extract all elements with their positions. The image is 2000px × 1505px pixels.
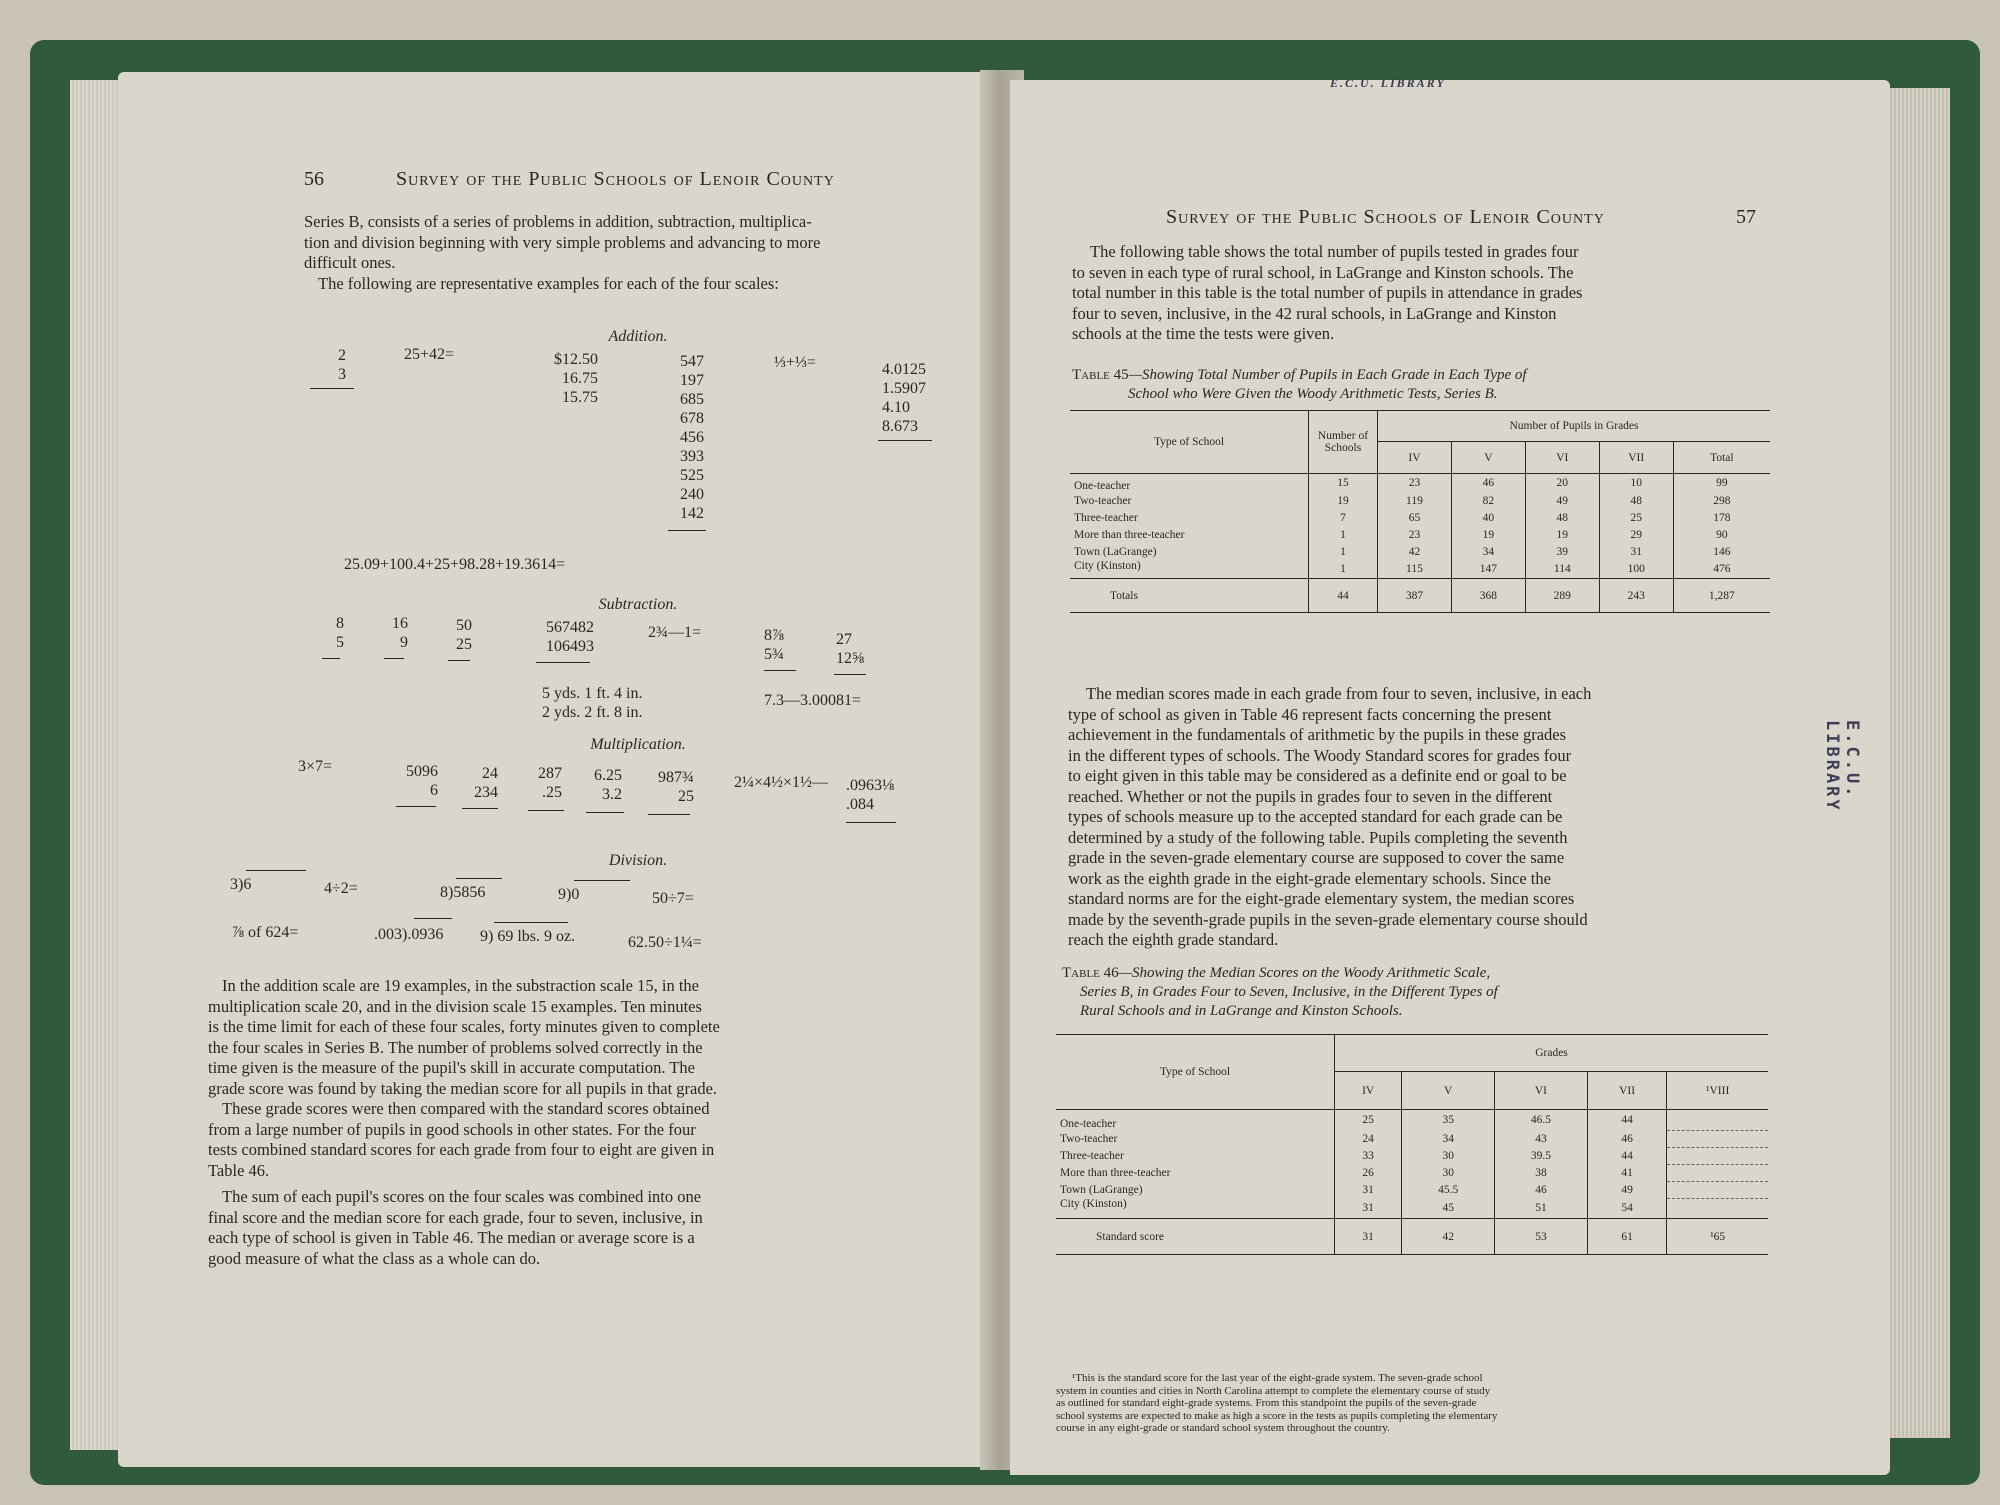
table-row — [1056, 1181, 1768, 1198]
number: 3 — [338, 366, 346, 383]
cell: 39 — [1525, 543, 1599, 560]
grade-header: IV — [1335, 1072, 1402, 1110]
totals-row — [1070, 579, 1770, 613]
sub-problem-1 — [322, 614, 344, 652]
table-45-caption — [1072, 366, 1768, 404]
number: 4.10 — [882, 399, 910, 416]
sub-problem-9: 7.3—3.00081= — [764, 692, 862, 709]
caption-text: School who Were Given the Woody Arithmetic Tests, Series B. — [1128, 386, 1498, 402]
text-line: schools at the time the tests were given. — [1072, 324, 1335, 343]
multiplication-title: Multiplication. — [590, 736, 686, 753]
cell: 48 — [1599, 492, 1673, 509]
grade-header: VII — [1599, 442, 1673, 474]
cell: 298 — [1713, 494, 1731, 507]
mul-problem-7: 2¼×4½×1½— — [734, 774, 829, 791]
text-line: The sum of each pupil's scores on the four scales was combined into one — [222, 1187, 702, 1206]
text-line: determined by a study of the following table. Pupils completing the seventh — [1068, 827, 1568, 847]
table-46 — [1056, 1034, 1768, 1255]
mul-problem-1: 3×7= — [298, 758, 333, 775]
number: 240 — [680, 486, 704, 503]
cell: 42 — [1402, 1219, 1495, 1255]
cell: 7 — [1309, 509, 1378, 526]
grade-header: Total — [1673, 442, 1770, 474]
number: 50 — [456, 617, 472, 634]
table-row — [1070, 492, 1770, 509]
cell: 114 — [1525, 560, 1599, 579]
text-line: final score and the median score for each grade, four to seven, inclusive, in — [208, 1207, 703, 1227]
number: 16.75 — [562, 370, 598, 387]
number: .084 — [846, 796, 874, 813]
cell: 82 — [1451, 492, 1525, 509]
text-line: course in any eight-grade or standard school system throughout the country. — [1056, 1422, 1390, 1434]
table-label: Table 45 — [1072, 367, 1129, 383]
number: 5 — [336, 634, 344, 651]
mul-problem-3 — [466, 764, 498, 802]
number: 2 — [338, 347, 346, 364]
cell: 49 — [1525, 492, 1599, 509]
add-problem-3 — [538, 350, 598, 407]
cell — [1667, 1164, 1768, 1181]
mul-problem-6 — [648, 768, 694, 806]
text-line: The median scores made in each grade from four to seven, inclusive, in each — [1086, 684, 1592, 703]
cell: 45.5 — [1402, 1181, 1495, 1198]
cell: 19 — [1525, 526, 1599, 543]
text: 2 yds. 2 ft. 8 in. — [542, 704, 643, 721]
text-line: tion and division beginning with very simple problems and advancing to more — [304, 232, 821, 252]
cell: 34 — [1451, 543, 1525, 560]
row-label: Totals — [1070, 579, 1309, 613]
page-edges-right — [1880, 88, 1950, 1438]
table-label: Table 46 — [1062, 965, 1119, 981]
text-line: work as the eighth grade in the eight-grade elementary schools. Since the — [1068, 868, 1551, 888]
table-row — [1056, 1198, 1768, 1219]
grade-header: VI — [1495, 1072, 1588, 1110]
cell: 1,287 — [1708, 589, 1735, 602]
cell — [1667, 1130, 1768, 1147]
text-line: The following are representative examples for each of the four scales: — [318, 273, 779, 293]
text-line: grade in the seven-grade elementary course are supposed to cover the same — [1068, 848, 1565, 867]
cell — [1667, 1181, 1768, 1198]
number: 4.0125 — [882, 361, 926, 378]
number: 9 — [400, 634, 408, 651]
cell: 31 — [1335, 1219, 1402, 1255]
number: 567482 — [546, 619, 594, 636]
col-group-header: Number of Pupils in Grades — [1378, 411, 1771, 442]
subtraction-title: Subtraction. — [598, 596, 678, 613]
number: 234 — [474, 784, 498, 801]
sub-problem-6 — [764, 626, 804, 664]
number: 393 — [680, 448, 704, 465]
row-label: One-teacher — [1056, 1110, 1335, 1131]
cell: 40 — [1451, 509, 1525, 526]
number: 25 — [456, 636, 472, 653]
text-line: good measure of what the class as a whole can do. — [208, 1248, 541, 1268]
text-line: reached. Whether or not the pupils in grades four to seven in the different — [1068, 786, 1553, 806]
number: 8⅞ — [764, 627, 784, 644]
page-number: 57 — [1736, 206, 1756, 228]
cell: 46 — [1495, 1181, 1588, 1198]
grade-header: V — [1451, 442, 1525, 474]
text-line: ¹This is the standard score for the last year of the eight-grade system. The seven-grade school — [1072, 1372, 1483, 1384]
cell: 24 — [1335, 1130, 1402, 1147]
number: 456 — [680, 429, 704, 446]
div-problem-1: 3)6 — [230, 876, 252, 893]
cell: 90 — [1716, 528, 1728, 541]
cell: 42 — [1378, 543, 1452, 560]
add-problem-1 — [322, 346, 346, 384]
cell: 10 — [1599, 474, 1673, 493]
cell: 35 — [1402, 1110, 1495, 1131]
grade-header: V — [1402, 1072, 1495, 1110]
number: .0963⅛ — [846, 777, 894, 794]
body-paragraph — [1068, 684, 1768, 951]
div-problem-3: 8)5856 — [440, 884, 486, 901]
row-label: Three-teacher — [1056, 1147, 1335, 1164]
row-label: City (Kinston) — [1070, 560, 1309, 579]
div-problem-7: .003).0936 — [374, 926, 444, 943]
table-row — [1056, 1130, 1768, 1147]
cell: 29 — [1599, 526, 1673, 543]
col-header-number: Number of Schools — [1309, 411, 1378, 474]
cell: 46 — [1451, 474, 1525, 493]
cell: 46.5 — [1495, 1110, 1588, 1131]
sub-problem-7 — [836, 630, 880, 668]
footnote — [1056, 1372, 1768, 1435]
cell: 44 — [1309, 579, 1378, 613]
cell: 100 — [1599, 560, 1673, 579]
text-line: system in counties and cities in North Carolina attempt to complete the elementary course of study — [1056, 1384, 1491, 1397]
cell: 289 — [1525, 579, 1599, 613]
number: 16 — [392, 615, 408, 632]
cell: 25 — [1599, 509, 1673, 526]
number: 685 — [680, 391, 704, 408]
cell: 30 — [1402, 1164, 1495, 1181]
library-stamp-top: E.C.U. LIBRARY — [1330, 76, 1446, 90]
cell: 146 — [1713, 545, 1731, 558]
number: 5¾ — [764, 646, 784, 663]
mul-problem-8 — [846, 776, 906, 814]
cell: 46 — [1587, 1130, 1667, 1147]
cell: 43 — [1495, 1130, 1588, 1147]
mul-problem-5 — [588, 766, 622, 804]
cell: 31 — [1599, 543, 1673, 560]
cell: 65 — [1378, 509, 1452, 526]
cell: 44 — [1587, 1110, 1667, 1131]
table-45 — [1070, 410, 1770, 613]
number: 287 — [538, 765, 562, 782]
page-number: 56 — [304, 168, 324, 190]
cell: 51 — [1495, 1198, 1588, 1219]
row-label: Town (LaGrange) — [1056, 1181, 1335, 1198]
text-line: from a large number of pupils in good schools in other states. For the four — [208, 1119, 696, 1139]
cell: 476 — [1673, 560, 1770, 579]
mul-problem-2 — [398, 762, 438, 800]
number: 15.75 — [562, 389, 598, 406]
sub-problem-4 — [534, 618, 594, 656]
cell: 26 — [1335, 1164, 1402, 1181]
add-problem-2: 25+42= — [404, 346, 455, 363]
right-page — [1010, 80, 1890, 1475]
cell: 33 — [1335, 1147, 1402, 1164]
number: 12⅝ — [836, 650, 864, 667]
standard-score-row — [1056, 1219, 1768, 1255]
cell: 45 — [1402, 1198, 1495, 1219]
cell: 25 — [1335, 1110, 1402, 1131]
row-label: More than three-teacher — [1056, 1164, 1335, 1181]
table-row — [1070, 543, 1770, 560]
cell: 34 — [1402, 1130, 1495, 1147]
number: 3.2 — [602, 786, 622, 803]
grade-header: VI — [1525, 442, 1599, 474]
cell: 368 — [1451, 579, 1525, 613]
grade-header: ¹VIII — [1667, 1072, 1768, 1110]
running-header: Survey of the Public Schools of Lenoir County — [1166, 206, 1605, 228]
table-row — [1070, 474, 1770, 493]
table-row — [1056, 1147, 1768, 1164]
row-label: One-teacher — [1070, 474, 1309, 493]
text-line: multiplication scale 20, and in the division scale 15 examples. Ten minutes — [208, 996, 702, 1016]
cell: 19 — [1309, 492, 1378, 509]
grade-header: IV — [1378, 442, 1452, 474]
cell: 44 — [1587, 1147, 1667, 1164]
number: .25 — [542, 784, 562, 801]
div-problem-4: 9)0 — [558, 886, 580, 903]
cell: 31 — [1335, 1181, 1402, 1198]
page-edges-left — [70, 80, 120, 1450]
caption-text: Rural Schools and in LaGrange and Kinston Schools. — [1080, 1003, 1403, 1019]
cell: 19 — [1451, 526, 1525, 543]
number: 8 — [336, 615, 344, 632]
text-line: in the different types of schools. The Woody Standard scores for grades four — [1068, 745, 1572, 765]
text-line: Table 46. — [208, 1160, 270, 1180]
number: 142 — [680, 505, 704, 522]
text: 5 yds. 1 ft. 4 in. — [542, 685, 643, 702]
text-line: school systems are expected to make as high a score in the tests as pupils completing the elementary — [1056, 1409, 1498, 1422]
row-label: Standard score — [1056, 1219, 1335, 1255]
cell — [1667, 1110, 1768, 1131]
cell: 1 — [1309, 560, 1378, 579]
cell: 1 — [1309, 526, 1378, 543]
sub-problem-2 — [380, 614, 408, 652]
number: 987¾ — [658, 769, 694, 786]
cell: 39.5 — [1495, 1147, 1588, 1164]
div-problem-5: 50÷7= — [652, 890, 694, 907]
cell — [1667, 1147, 1768, 1164]
cell: 41 — [1587, 1164, 1667, 1181]
cell: 115 — [1378, 560, 1452, 579]
text-line: standard norms are for the eight-grade elementary system, the median scores — [1068, 889, 1575, 908]
div-problem-8: 9) 69 lbs. 9 oz. — [480, 928, 576, 945]
row-label: Three-teacher — [1070, 509, 1309, 526]
number: 678 — [680, 410, 704, 427]
cell: 30 — [1402, 1147, 1495, 1164]
text-line: In the addition scale are 19 examples, in the substraction scale 15, in the — [222, 976, 699, 995]
text-line: tests combined standard scores for each grade from four to eight are given in — [208, 1140, 715, 1159]
text-line: achievement in the fundamentals of arithmetic by the pupils in these grades — [1068, 725, 1567, 744]
text-line: as outlined for standard eight-grade systems. From this standpoint the pupils of the seven-grade — [1056, 1397, 1477, 1409]
cell: 54 — [1587, 1198, 1667, 1219]
mul-problem-4 — [532, 764, 562, 802]
cell: 48 — [1525, 509, 1599, 526]
intro-paragraph — [304, 212, 992, 294]
addition-title: Addition. — [608, 328, 668, 345]
cell: 23 — [1378, 526, 1452, 543]
text-line: grade score was found by taking the median score for all pupils in that grade. — [208, 1078, 718, 1098]
text-line: reach the eighth grade standard. — [1068, 930, 1279, 949]
cell: 119 — [1378, 492, 1452, 509]
text-line: time given is the measure of the pupil's skill in accurate computation. The — [208, 1058, 695, 1077]
number: 197 — [680, 372, 704, 389]
text-line: total number in this table is the total number of pupils in attendance in grades — [1072, 283, 1583, 302]
caption-text: —Showing Total Number of Pupils in Each Grade in Each Type of — [1128, 367, 1527, 383]
add-problem-5: ⅓+⅓= — [774, 354, 817, 371]
row-label: Town (LaGrange) — [1070, 543, 1309, 560]
col-header-type: Type of School — [1070, 411, 1309, 474]
left-page — [118, 72, 998, 1467]
text-line: each type of school is given in Table 46. The median or average score is a — [208, 1228, 695, 1247]
col-header-type: Type of School — [1056, 1035, 1335, 1110]
text-line: Series B, consists of a series of problems in addition, subtraction, multiplica- — [304, 212, 812, 231]
table-row — [1070, 560, 1770, 579]
text-line: to seven in each type of rural school, in LaGrange and Kinston schools. The — [1072, 262, 1574, 282]
text-line: is the time limit for each of these four scales, forty minutes given to complete — [208, 1017, 720, 1036]
add-problem-6 — [882, 360, 952, 436]
text-line: The following table shows the total number of pupils tested in grades four — [1090, 242, 1579, 261]
cell: 61 — [1587, 1219, 1667, 1255]
division-title: Division. — [608, 852, 668, 869]
add-problem-7: 25.09+100.4+25+98.28+19.3614= — [344, 556, 566, 573]
caption-text: Series B, in Grades Four to Seven, Inclusive, in the Different Types of — [1080, 984, 1498, 1000]
cell: 147 — [1451, 560, 1525, 579]
number: 27 — [836, 631, 852, 648]
text-line: difficult ones. — [304, 253, 396, 272]
text-line: type of school as given in Table 46 represent facts concerning the present — [1068, 704, 1552, 724]
cell: ¹65 — [1710, 1230, 1726, 1243]
text-line: types of schools measure up to the accepted standard for each grade can be — [1068, 807, 1563, 826]
cell — [1667, 1198, 1768, 1219]
row-label: Two-teacher — [1070, 492, 1309, 509]
text-line: the four scales in Series B. The number of problems solved correctly in the — [208, 1037, 703, 1057]
number: 25 — [678, 788, 694, 805]
cell: 49 — [1587, 1181, 1667, 1198]
cell: 1 — [1309, 543, 1378, 560]
body-paragraph — [208, 976, 878, 1269]
row-label: Two-teacher — [1056, 1130, 1335, 1147]
library-stamp-side: E.C.U. LIBRARY — [1822, 720, 1862, 813]
row-label: City (Kinston) — [1056, 1198, 1335, 1219]
sub-problem-5: 2¾—1= — [648, 624, 702, 641]
div-problem-2: 4÷2= — [324, 880, 358, 897]
number: 24 — [482, 765, 498, 782]
cell: 178 — [1713, 511, 1731, 524]
div-problem-9: 62.50÷1¼= — [628, 934, 702, 951]
intro-paragraph — [1072, 242, 1768, 345]
grade-header: VII — [1587, 1072, 1667, 1110]
text-line: to eight given in this table may be considered as a definite end or goal to be — [1068, 766, 1567, 785]
table-row — [1070, 526, 1770, 543]
cell: 31 — [1335, 1198, 1402, 1219]
caption-text: —Showing the Median Scores on the Woody Arithmetic Scale, — [1118, 965, 1491, 981]
cell: 38 — [1495, 1164, 1588, 1181]
text-line: four to seven, inclusive, in the 42 rural schools, in LaGrange and Kinston — [1072, 303, 1557, 323]
number: 525 — [680, 467, 704, 484]
cell: 243 — [1599, 579, 1673, 613]
number: 5096 — [406, 763, 438, 780]
cell: 23 — [1378, 474, 1452, 493]
table-row — [1056, 1110, 1768, 1131]
row-label: More than three-teacher — [1070, 526, 1309, 543]
text-line: These grade scores were then compared with the standard scores obtained — [222, 1099, 710, 1118]
table-row — [1070, 509, 1770, 526]
cell: 20 — [1525, 474, 1599, 493]
table-46-caption — [1062, 964, 1768, 1021]
cell: 53 — [1495, 1219, 1588, 1255]
number: 106493 — [546, 638, 594, 655]
cell: 15 — [1309, 474, 1378, 493]
running-header: Survey of the Public Schools of Lenoir County — [396, 168, 835, 190]
col-group-header: Grades — [1335, 1035, 1769, 1072]
table-row — [1056, 1164, 1768, 1181]
add-problem-4 — [656, 352, 704, 523]
sub-problem-8 — [542, 684, 702, 722]
number: 547 — [680, 353, 704, 370]
number: 6.25 — [594, 767, 622, 784]
number: $12.50 — [554, 351, 598, 368]
text-line: made by the seventh-grade pupils in the seven-grade elementary course should — [1068, 909, 1588, 929]
number: 1.5907 — [882, 380, 926, 397]
div-problem-6: ⅞ of 624= — [232, 924, 299, 941]
cell: 99 — [1716, 477, 1728, 489]
number: 6 — [430, 782, 438, 799]
number: 8.673 — [882, 418, 918, 435]
sub-problem-3 — [444, 616, 472, 654]
cell: 387 — [1378, 579, 1452, 613]
